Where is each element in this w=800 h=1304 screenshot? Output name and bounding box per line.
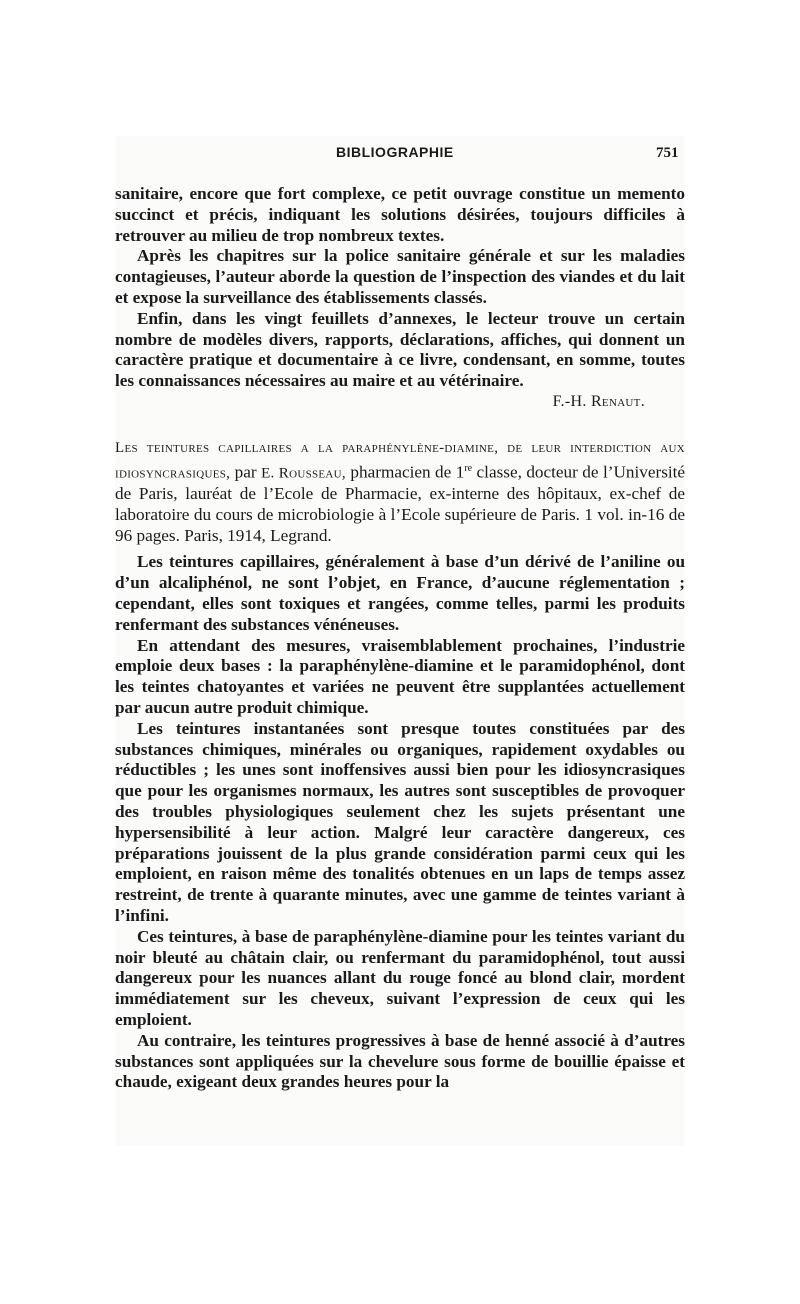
review-paragraph: Les teintures instantanées sont presque toutes constituées par des substances chimiques, minérales ou organiques, rapidement oxydables ou réductibles ; les unes sont inoffensives aussi bien pour les idiosyncrasiques que pour les organismes normaux, les autres sont susceptibles de provoquer des troubles physiologiques seulement chez les sujets présentant une hypersensibilité à leur action. Malgré leur caractère dangereux, ces préparations jouissent de la plus grande considération parmi ceux qui les emploient, en raison même des tonalités obtenues en un laps de temps assez restreint, de trente à quarante minutes, avec une gamme de teintes variant à l’infini. (115, 718, 685, 926)
entry-title: Les teintures capillaires a la paraphénylène-diamine, de leur interdiction aux idiosyncrasiques, (115, 439, 685, 482)
review-paragraph: Ces teintures, à base de paraphénylène-diamine pour les teintes variant du noir bleuté au châtain clair, ou renfermant du paramidophénol, tout aussi dangereux pour les nuances allant du rouge foncé au blond clair, mordent immédiatement sur les cheveux, suivant l’expression de ceux qui les emploient. (115, 926, 685, 1030)
running-header (0, 144, 800, 166)
signature-text: F.-H. Renaut. (552, 392, 645, 410)
entry-class-suffix: re (464, 462, 473, 474)
entry-class-number: 1 (455, 462, 465, 482)
review-paragraph: Les teintures capillaires, généralement à base d’un dérivé de l’aniline ou d’un alcaliphénol, ne sont l’objet, en France, d’aucune réglementation ; cependant, elles sont toxiques et rangées, comme telles, parmi les produits renfermant des substances vénéneuses. (115, 552, 685, 634)
review-paragraph: Au contraire, les teintures progressives à base de henné associé à d’autres substances sont appliquées sur la chevelure sous forme de bouillie épaisse et chaude, exigeant deux grandes heures pour la (115, 1030, 685, 1092)
entry-details: classe, docteur de l’Université de Paris, lauréat de l’Ecole de Pharmacie, ex-interne des hôpitaux, ex-chef de laboratoire du cours de microbiologie à l’Ecole supérieure de Paris. 1 vol. in-16 de 96 pages. Paris, 1914, Legrand. (115, 462, 686, 545)
bibliographic-entry (115, 437, 685, 547)
entry-by: par (234, 462, 257, 482)
page-number: 751 (656, 145, 679, 161)
review-paragraph: sanitaire, encore que fort complexe, ce petit ouvrage constitue un memento succinct et précis, indiquant les solutions désirées, toujours difficiles à retrouver au milieu de trop nombreux textes. (115, 184, 685, 245)
review-paragraph: Après les chapitres sur la police sanitaire générale et sur les maladies contagieuses, l’auteur aborde la question de l’inspection des viandes et du lait et expose la surveillance des établissements classés. (115, 246, 685, 307)
entry-author: E. Rousseau, (261, 465, 346, 482)
page-body (115, 184, 685, 1093)
review-paragraph: En attendant des mesures, vraisemblablement prochaines, l’industrie emploie deux bases : la paraphénylène-diamine et le paramidophénol, dont les teintes chatoyantes et variées ne peuvent être supplantées actuellement par aucun autre produit chimique. (115, 635, 685, 718)
running-title: BIBLIOGRAPHIE (336, 144, 454, 160)
review-paragraph: Enfin, dans les vingt feuillets d’annexes, le lecteur trouve un certain nombre de modèles divers, rapports, déclarations, affiches, qui donnent un caractère pratique et documentaire à ce livre, condensant, en somme, toutes les connaissances nécessaires au maire et au vétérinaire. (115, 308, 685, 391)
review-signature (115, 392, 685, 413)
entry-details-prefix: pharmacien de (350, 462, 452, 482)
